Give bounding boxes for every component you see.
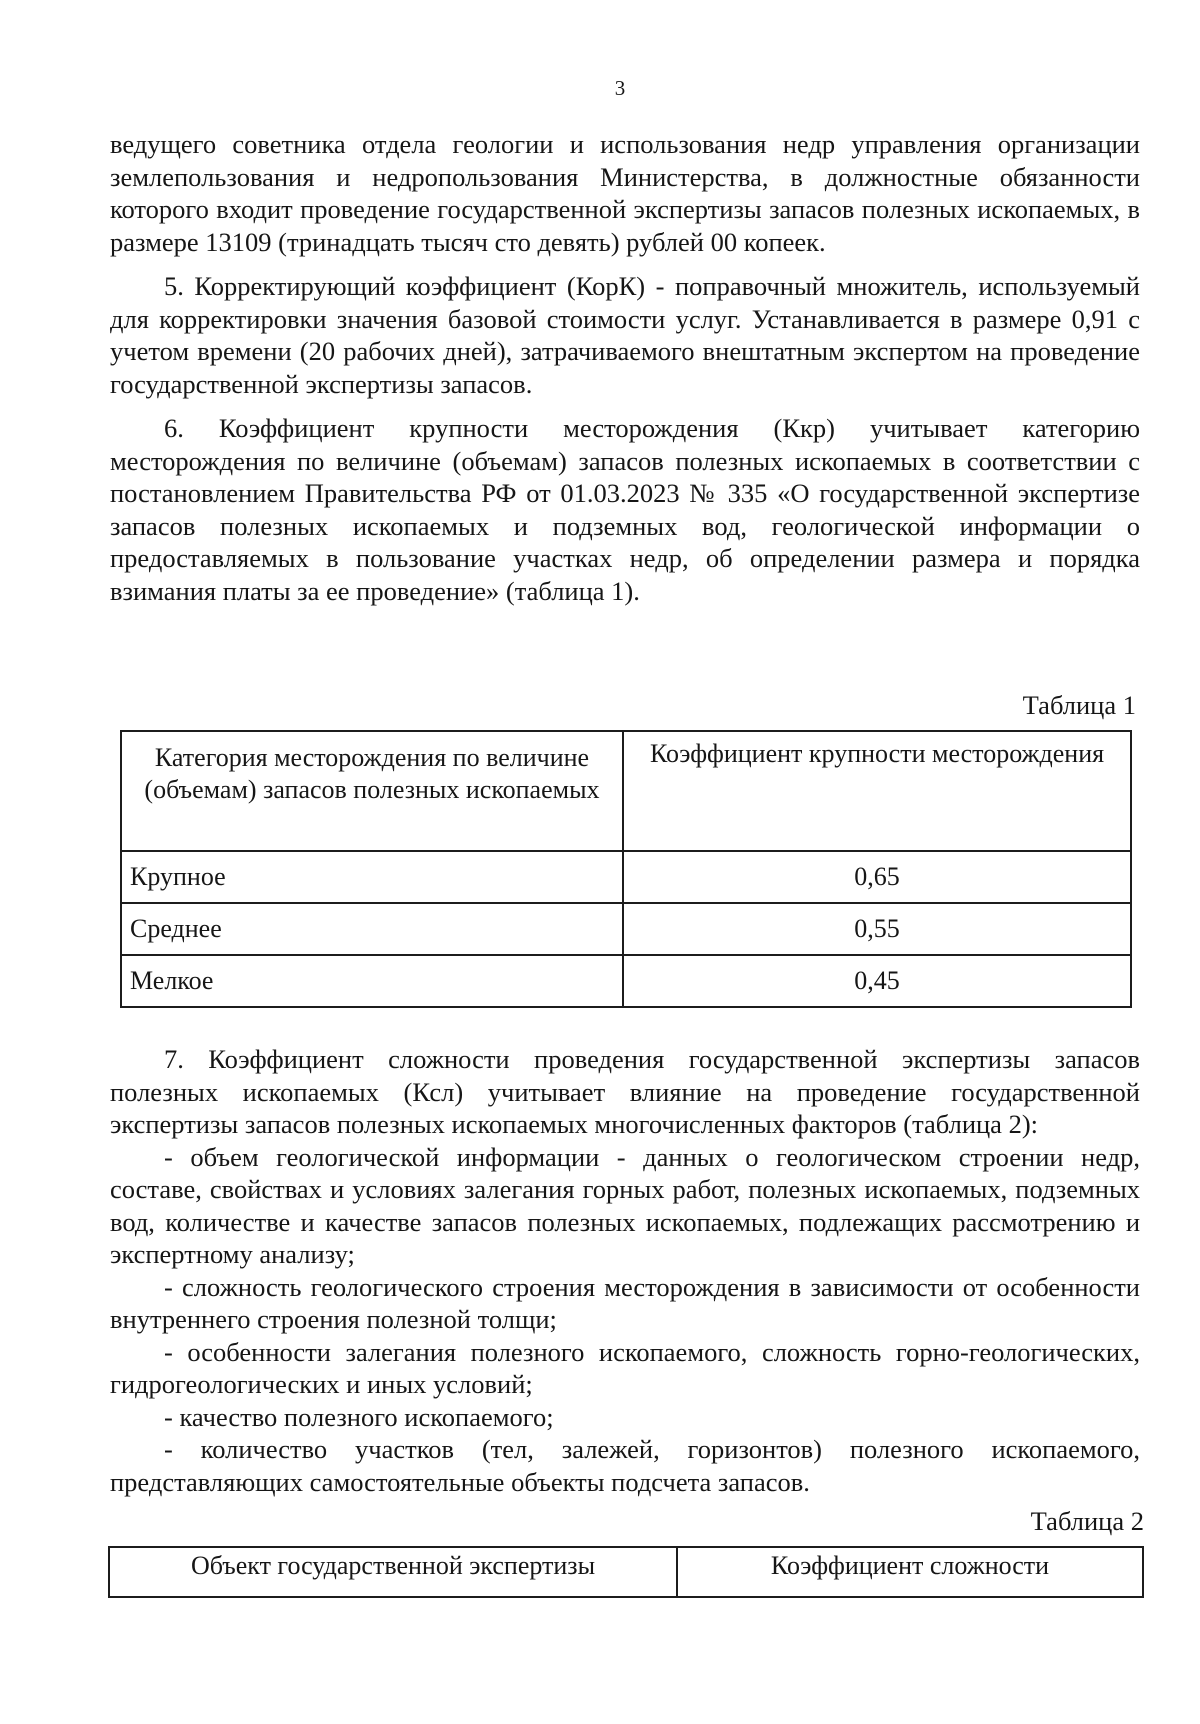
table1-cell-category: Среднее xyxy=(121,903,623,955)
table-row xyxy=(121,851,1131,903)
paragraph-5: 5. Корректирующий коэффициент (КорК) - поправочный множитель, используемый для корректировки значения базовой стоимости услуг. Устанавливается в размере 0,91 с учетом времени (20 рабочих дней), затрачиваемого внештатным экспертом на проведение государственной экспертизы запасов. xyxy=(110,271,1140,399)
paragraph-6: 6. Коэффициент крупности месторождения (Ккр) учитывает категорию месторождения по величине (объемам) запасов полезных ископаемых в соответствии с постановлением Правительства РФ от 01.03.2023 № 335 «О государственной экспертизе запасов полезных ископаемых и подземных вод, геологической информации о предоставляемых в пользование участках недр, об определении размера и порядка взимания платы за ее проведение» (таблица 1). xyxy=(110,413,1140,606)
table1-header-category: Категория месторождения по величине (объемам) запасов полезных ископаемых xyxy=(121,731,623,851)
table1-header-coefficient: Коэффициент крупности месторождения xyxy=(623,731,1131,851)
paragraph-continuation: ведущего советника отдела геологии и использования недр управления организации землепользования и недропользования Министерства, в должностные обязанности которого входит проведение государственной экспертизы запасов полезных ископаемых, в размере 13109 (тринадцать тысяч сто девять) рублей 00 копеек. xyxy=(110,129,1140,257)
table1-cell-category: Крупное xyxy=(121,851,623,903)
list-item: - сложность геологического строения месторождения в зависимости от особенности внутреннего строения полезной толщи; xyxy=(110,1271,1140,1334)
top-text-block xyxy=(110,128,1140,607)
table1-cell-value: 0,65 xyxy=(623,851,1131,903)
table2-caption: Таблица 2 xyxy=(1030,1506,1144,1536)
table1-cell-value: 0,55 xyxy=(623,903,1131,955)
table2-header-object: Объект государственной экспертизы xyxy=(109,1547,677,1597)
list-item: - количество участков (тел, залежей, горизонтов) полезного ископаемого, представляющих самостоятельные объекты подсчета запасов. xyxy=(110,1434,1140,1497)
table2-header-row xyxy=(109,1547,1143,1597)
table1-caption: Таблица 1 xyxy=(1022,690,1136,720)
list-item: - качество полезного ископаемого; xyxy=(164,1401,554,1432)
table-1 xyxy=(120,730,1132,1008)
paragraph-7: 7. Коэффициент сложности проведения государственной экспертизы запасов полезных ископаемых (Ксл) учитывает влияние на проведение государственной экспертизы запасов полезных ископаемых многочисленных факторов (таблица 2): xyxy=(110,1044,1140,1139)
page-number: 3 xyxy=(614,76,626,100)
bottom-text-block xyxy=(110,1043,1140,1498)
table-2 xyxy=(108,1546,1144,1598)
table1-cell-value: 0,45 xyxy=(623,955,1131,1007)
list-item: - объем геологической информации - данных о геологическом строении недр, составе, свойствах и условиях залегания горных работ, полезных ископаемых, подземных вод, количестве и качестве запасов полезных ископаемых, подлежащих рассмотрению и экспертному анализу; xyxy=(110,1141,1140,1269)
table1-header-row xyxy=(121,731,1131,851)
table-row xyxy=(121,955,1131,1007)
table2-header-coefficient: Коэффициент сложности xyxy=(677,1547,1143,1597)
list-item: - особенности залегания полезного ископаемого, сложность горно-геологических, гидрогеологических и иных условий; xyxy=(110,1336,1140,1399)
table1-cell-category: Мелкое xyxy=(121,955,623,1007)
table-row xyxy=(121,903,1131,955)
